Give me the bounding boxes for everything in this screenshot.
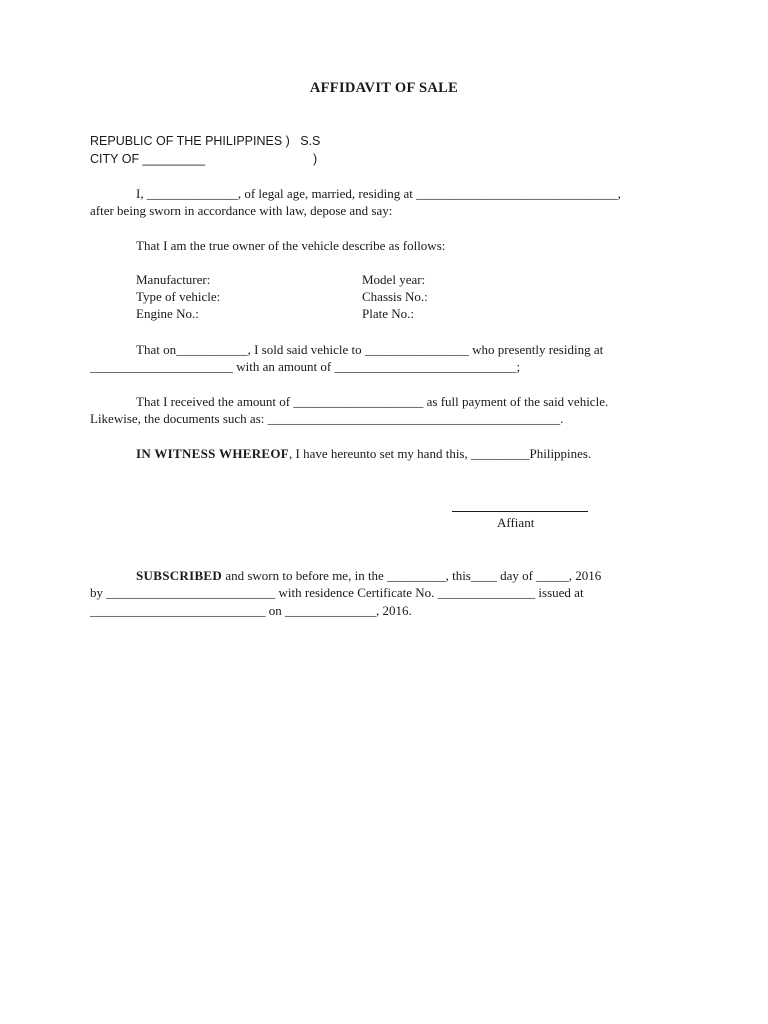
venue-republic: REPUBLIC OF THE PHILIPPINES ) S.S — [90, 134, 321, 148]
intro-line-1: I, ______________, of legal age, married, residing at _______________________________, — [136, 186, 621, 201]
signature-line — [452, 511, 588, 512]
jurat-bold-lead: SUBSCRIBED — [136, 568, 223, 583]
venue-city: CITY OF _________ — [90, 152, 206, 166]
document-title: AFFIDAVIT OF SALE — [309, 80, 459, 96]
intro-line-2: after being sworn in accordance with law, depose and say: — [90, 203, 393, 218]
field-type-of-vehicle: Type of vehicle: — [136, 289, 221, 304]
sale-line-2: ______________________ with an amount of ____________________________; — [90, 359, 521, 374]
jurat-line-3: ___________________________ on ______________, 2016. — [90, 603, 412, 618]
sale-line-1: That on___________, I sold said vehicle to ________________ who presently residing at — [136, 342, 604, 357]
ownership-statement: That I am the true owner of the vehicle describe as follows: — [136, 238, 446, 253]
field-chassis-no: Chassis No.: — [362, 289, 428, 304]
field-manufacturer: Manufacturer: — [136, 272, 211, 287]
field-engine-no: Engine No.: — [136, 306, 199, 321]
field-model-year: Model year: — [362, 272, 426, 287]
jurat-line-2: by __________________________ with residence Certificate No. _______________ issued at — [90, 585, 584, 600]
jurat-line-1 — [136, 568, 601, 584]
witness-bold-lead: IN WITNESS WHEREOF — [136, 446, 290, 461]
witness-rest: , I have hereunto set my hand this, _________Philippines. — [289, 446, 592, 461]
affiant-label: Affiant — [497, 515, 535, 530]
witness-clause — [136, 446, 591, 462]
payment-line-2: Likewise, the documents such as: _____________________________________________. — [90, 411, 564, 426]
jurat-line-1-rest: and sworn to before me, in the _________, this____ day of _____, 2016 — [222, 568, 602, 583]
field-plate-no: Plate No.: — [362, 306, 414, 321]
venue-city-paren: ) — [313, 152, 318, 166]
payment-line-1: That I received the amount of ____________________ as full payment of the said vehicle. — [136, 394, 609, 409]
